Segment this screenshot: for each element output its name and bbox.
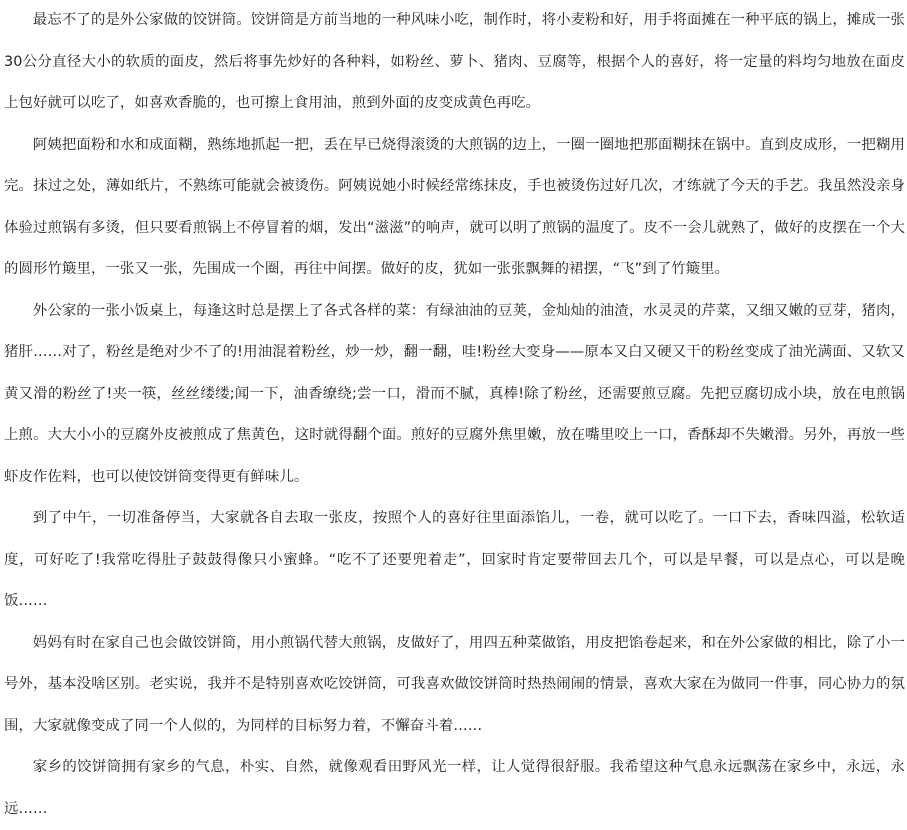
paragraph-2: 阿姨把面粉和水和成面糊，熟练地抓起一把，丢在早已烧得滚烫的大煎锅的边上，一圈一圈地把那面糊抹在锅中。直到皮成形，一把糊用完。抹过之处，薄如纸片，不熟练可能就会被烫伤。阿姨说她小时候经常练抹皮，手也被烫伤过好几次，才练就了今天的手艺。我虽然没亲身体验过煎锅有多烫，但只要看煎锅上不停冒着的烟，发出“滋滋”的响声，就可以明了煎锅的温度了。皮不一会儿就熟了，做好的皮摆在一个大的圆形竹簸里，一张又一张，先围成一个圈，再往中间摆。做好的皮，犹如一张张飘舞的裙摆，“飞”到了竹簸里。	[4, 136, 905, 277]
paragraph-5: 妈妈有时在家自己也会做饺饼筒，用小煎锅代替大煎锅，皮做好了，用四五种菜做馅，用皮把馅卷起来，和在外公家做的相比，除了小一号外，基本没啥区别。老实说，我并不是特别喜欢吃饺饼筒，可我喜欢做饺饼筒时热热闹闹的情景，喜欢大家在为做同一件事，同心协力的氛围，大家就像变成了同一个人似的，为同样的目标努力着，不懈奋斗着……	[4, 634, 905, 734]
paragraph-3: 外公家的一张小饭桌上，每逢这时总是摆上了各式各样的菜：有绿油油的豆荚，金灿灿的油渣，水灵灵的芹菜，又细又嫩的豆芽，猪肉，猪肝……对了，粉丝是绝对少不了的!用油混着粉丝，炒一炒，翻一翻，哇!粉丝大变身——原本又白又硬又干的粉丝变成了油光满面、又软又黄又滑的粉丝了!夹一筷，丝丝缕缕;闻一下，油香缭绕;尝一口，滑而不腻，真棒!除了粉丝，还需要煎豆腐。先把豆腐切成小块，放在电煎锅上煎。大大小小的豆腐外皮被煎成了焦黄色，这时就得翻个面。煎好的豆腐外焦里嫩，放在嘴里咬上一口，香酥却不失嫩滑。另外，再放一些虾皮作佐料，也可以使饺饼筒变得更有鲜味儿。	[4, 302, 905, 485]
paragraph-1: 最忘不了的是外公家做的饺饼筒。饺饼筒是方前当地的一种风味小吃，制作时，将小麦粉和好，用手将面摊在一种平底的锅上，摊成一张30公分直径大小的软质的面皮，然后将事先炒好的各种料，如粉丝、萝卜、猪肉、豆腐等，根据个人的喜好，将一定量的料均匀地放在面皮上包好就可以吃了，如喜欢香脆的，也可擦上食用油，煎到外面的皮变成黄色再吃。	[4, 12, 905, 111]
paragraph-6: 家乡的饺饼筒拥有家乡的气息，朴实、自然，就像观看田野风光一样，让人觉得很舒服。我希望这种气息永远飘荡在家乡中，永远，永远……	[4, 759, 905, 817]
article-body	[4, 0, 905, 830]
paragraph-4: 到了中午，一切准备停当，大家就各自去取一张皮，按照个人的喜好往里面添馅儿，一卷，就可以吃了。一口下去，香味四溢，松软适度，可好吃了!我常吃得肚子鼓鼓得像只小蜜蜂。“吃不了还要兜着走”，回家时肯定要带回去几个，可以是早餐，可以是点心，可以是晚饭……	[4, 510, 905, 609]
